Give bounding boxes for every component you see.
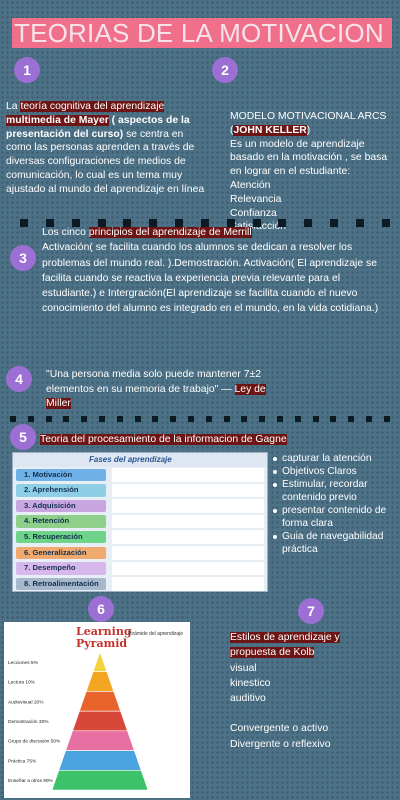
miller-quote: "Una persona media solo puede mantener 7±2 elementos en su memoria de trabajo" — [46,369,262,395]
divider-square [384,416,390,422]
phase-description [112,468,264,482]
phase-description [112,530,264,544]
pyramid-level [52,770,148,790]
pyramid-level [73,711,128,731]
divider-square [10,416,16,422]
pyramid-title-2: Pyramid [76,637,128,650]
pyramid-level-label: Enseñar a otros 90% [8,779,53,785]
divider-square [99,416,105,422]
gagne-bullet: Objetivos Claros [272,465,396,478]
pyramid-level [66,731,135,751]
pyramid-level [93,652,107,672]
kolb-heading-2: propuesta de Kolb [230,647,315,659]
phase-description [112,577,264,591]
divider-square [224,416,230,422]
phase-row [13,467,267,483]
divider-square [63,416,69,422]
section-miller [46,368,296,412]
divider-square [241,416,247,422]
divider-square [20,219,28,227]
pyramid-level-label: Práctica 75% [8,759,37,765]
phase-row [13,514,267,530]
divider-square [313,416,319,422]
section-merrill [42,225,396,317]
phase-description [112,499,264,513]
pyramid-subtitle: Pirámide del aprendizaje [128,631,184,637]
mayer-body: se centra en como las personas aprenden a través de diversas configuraciones de medios de comunicación, lo cual es un tema muy ajustado al mundo del aprendizaje en línea [6,128,205,195]
phase-row [13,561,267,577]
badge-4: 4 [6,366,32,392]
pyramid-level [59,751,141,771]
kolb-item: kinestico [230,677,271,689]
section-mayer [6,100,206,197]
keller-item: Confianza [230,207,277,219]
phase-row [13,529,267,545]
merrill-highlight: principios del aprendizaje de Merrill [88,227,252,238]
pyramid-level [79,691,120,711]
divider-square [117,416,123,422]
divider-square [152,416,158,422]
divider-square [135,416,141,422]
divider-square [348,416,354,422]
keller-body: Es un modelo de aprendizaje basado en la motivación , se basa en lograr en el estudiante: [230,138,388,178]
merrill-body: Activación( se facilita cuando los alumnos se dedican a resolver los problemas del mundo real. ).Demostración. Activación( El aprendizaje se facilita cuando se reactiva la experiencia previa relevante para el estudiante.) e Intergración(El aprendizaje se facilita cuando el nuevo conocimiento del alumno es integrado en el mundo, en la vida cotidiana.) [42,242,379,315]
badge-7: 7 [298,598,324,624]
phase-label: 1. Motivación [16,469,106,482]
kolb-spacer [230,706,396,721]
pyramid-level-label: Lecciones 5% [8,660,38,666]
phase-label: 7. Desempeño [16,562,106,575]
keller-item: Relevancia [230,193,282,205]
badge-6: 6 [88,596,114,622]
phase-row [13,576,267,592]
badge-5: 5 [10,424,36,450]
mayer-highlight-2: multimedia de Mayer [6,114,109,126]
pyramid-level-label: Lectura 10% [8,680,35,686]
page-title: TEORIAS DE LA MOTIVACION [12,18,392,48]
divider-square [366,416,372,422]
pyramid-level-label: Demostración 30% [8,720,49,725]
divider-square [188,416,194,422]
section-keller [230,110,396,234]
phase-label: 5. Recuperación [16,531,106,544]
kolb-item: visual [230,662,257,674]
badge-1: 1 [14,57,40,83]
phase-row [13,545,267,561]
divider-square [259,416,265,422]
miller-highlight-2: Miller [46,398,71,409]
phase-row [13,483,267,499]
pyramid-level-label: Audiovisual 20% [8,700,44,706]
divider-squares-bottom [10,416,390,422]
keller-author: JOHN KELLER [233,124,307,136]
gagne-bullet: capturar la atención [272,452,396,465]
miller-highlight-1: Ley de [234,383,266,395]
phase-row [13,498,267,514]
phase-description [112,484,264,498]
gagne-bullets [272,452,396,556]
phase-label: 2. Aprehensión [16,484,106,497]
divider-square [28,416,34,422]
phase-label: 3. Adquisición [16,500,106,513]
gagne-bullet: Guia de navegabilidad práctica [272,530,396,556]
kolb-item: Divergente o reflexivo [230,738,331,750]
divider-square [46,416,52,422]
phase-label: 8. Retroalimentación [16,578,106,591]
mayer-highlight-1: teoría cognitiva del aprendizaje [20,101,165,112]
phases-image [12,452,268,592]
learning-pyramid-image [4,622,190,798]
gagne-bullet: presentar contenido de forma clara [272,504,396,530]
gagne-bullet: Estimular, recordar contenido previo [272,478,396,504]
divider-square [295,416,301,422]
pyramid-level-label: Grupo de discusión 50% [8,739,61,745]
phase-description [112,546,264,560]
keller-author-line: (JOHN KELLER) [230,124,311,136]
pyramid-svg [4,622,190,798]
phase-label: 6. Generalización [16,547,106,560]
kolb-heading-1: Estilos de aprendizaje y [230,632,340,643]
phase-description [112,562,264,576]
keller-item: Atención [230,179,271,191]
divider-square [277,416,283,422]
phases-title: Fases del aprendizaje [13,453,267,467]
kolb-item: auditivo [230,693,266,705]
divider-square [81,416,87,422]
phase-label: 4. Retención [16,515,106,528]
phases-list [13,467,267,592]
phase-description [112,515,264,529]
divider-square [170,416,176,422]
section-kolb [230,630,396,752]
mayer-text-start: La [6,101,21,112]
pyramid-level [86,672,113,692]
keller-heading: MODELO MOTIVACIONAL ARCS [230,111,387,122]
gagne-heading: Teoria del procesamiento de la informacion de Gagne [40,434,287,445]
pyramid-title-1: Learning [76,625,132,638]
merrill-heading: Los cinco principios del aprendizaje de Merrill [42,227,252,238]
kolb-item: Convergente o activo [230,723,329,735]
divider-square [206,416,212,422]
badge-3: 3 [10,245,36,271]
divider-square [330,416,336,422]
badge-2: 2 [212,57,238,83]
mayer-bold: ( aspectos de la presentación del curso) [6,114,190,140]
